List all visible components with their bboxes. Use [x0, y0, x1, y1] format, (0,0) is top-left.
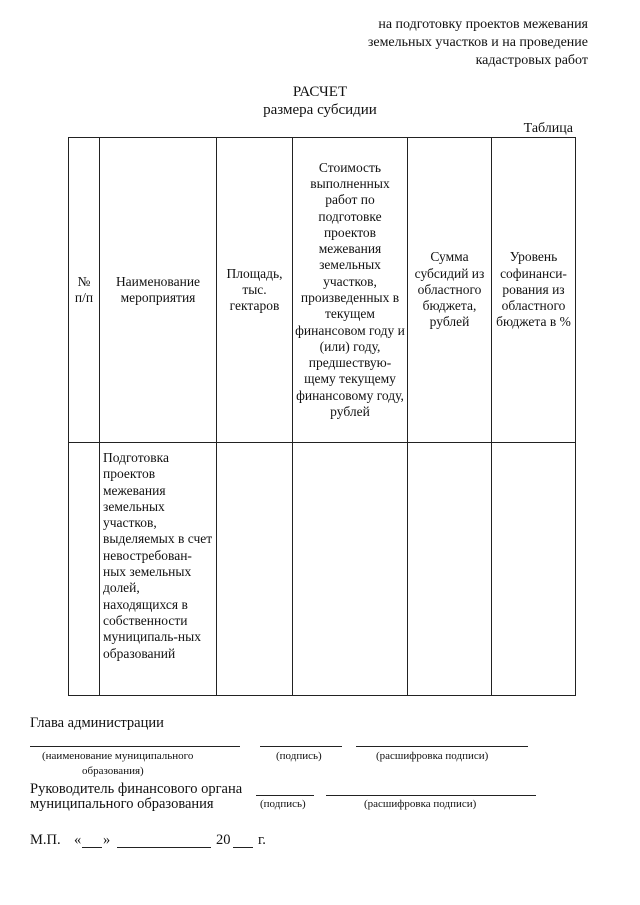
header-level: Уровень софинанси-рования из областного бюджета в %	[492, 138, 576, 443]
document-header	[368, 16, 588, 70]
table-label: Таблица	[523, 121, 573, 136]
document-title: РАСЧЕТ	[292, 84, 348, 100]
header-name: Наименование мероприятия	[100, 138, 217, 443]
header-cost: Стоимость выполненных работ по подготовке проектов межевания земельных участков, произведенных в текущем финансовом году и (или) году, предшествую-щему текущему финансовому году, рублей	[293, 138, 408, 443]
fin-decode-line	[326, 795, 536, 796]
year-prefix: 20	[216, 832, 231, 848]
header-number: № п/п	[69, 138, 100, 443]
sign-line	[260, 746, 342, 747]
header-subsidy: Сумма субсидий из областного бюджета, рублей	[408, 138, 492, 443]
row-area	[217, 443, 293, 696]
caption-name: (наименование муниципального	[42, 750, 194, 762]
row-number	[69, 443, 100, 696]
row-subsidy	[408, 443, 492, 696]
table-row	[69, 443, 576, 696]
month-line	[117, 847, 211, 848]
finance-head-line-1: Руководитель финансового органа	[30, 781, 243, 797]
fin-caption-decode: (расшифровка подписи)	[364, 798, 477, 810]
header-line-1: на подготовку проектов межевания	[378, 17, 588, 32]
finance-head-line-2: муниципального образования	[30, 796, 214, 812]
year-suffix: г.	[258, 832, 266, 848]
row-level	[492, 443, 576, 696]
head-title: Глава администрации	[30, 715, 164, 731]
decode-line	[356, 746, 528, 747]
date-close-quote: »	[103, 832, 111, 848]
header-line-2: земельных участков и на проведение	[367, 35, 588, 50]
table-header-row	[69, 138, 576, 443]
year-line	[233, 847, 253, 848]
fin-sign-line	[256, 795, 314, 796]
row-cost	[293, 443, 408, 696]
row-name: Подготовка проектов межевания земельных участков, выделяемых в счет невостребован-ных земельных долей, находящихся в собственности муниципаль-ных образований	[100, 443, 217, 696]
date-open-quote: «	[74, 832, 82, 848]
caption-decode: (расшифровка подписи)	[376, 750, 489, 762]
header-area: Площадь, тыс. гектаров	[217, 138, 293, 443]
day-line	[82, 847, 102, 848]
header-line-3: кадастровых работ	[475, 53, 588, 68]
fin-caption-sign: (подпись)	[260, 798, 306, 810]
caption-sign: (подпись)	[276, 750, 322, 762]
calculation-table	[68, 137, 576, 696]
document-subtitle: размера субсидии	[263, 102, 377, 118]
name-line	[30, 746, 240, 747]
stamp-place: М.П.	[30, 832, 61, 848]
caption-name-2: образования)	[82, 765, 144, 777]
